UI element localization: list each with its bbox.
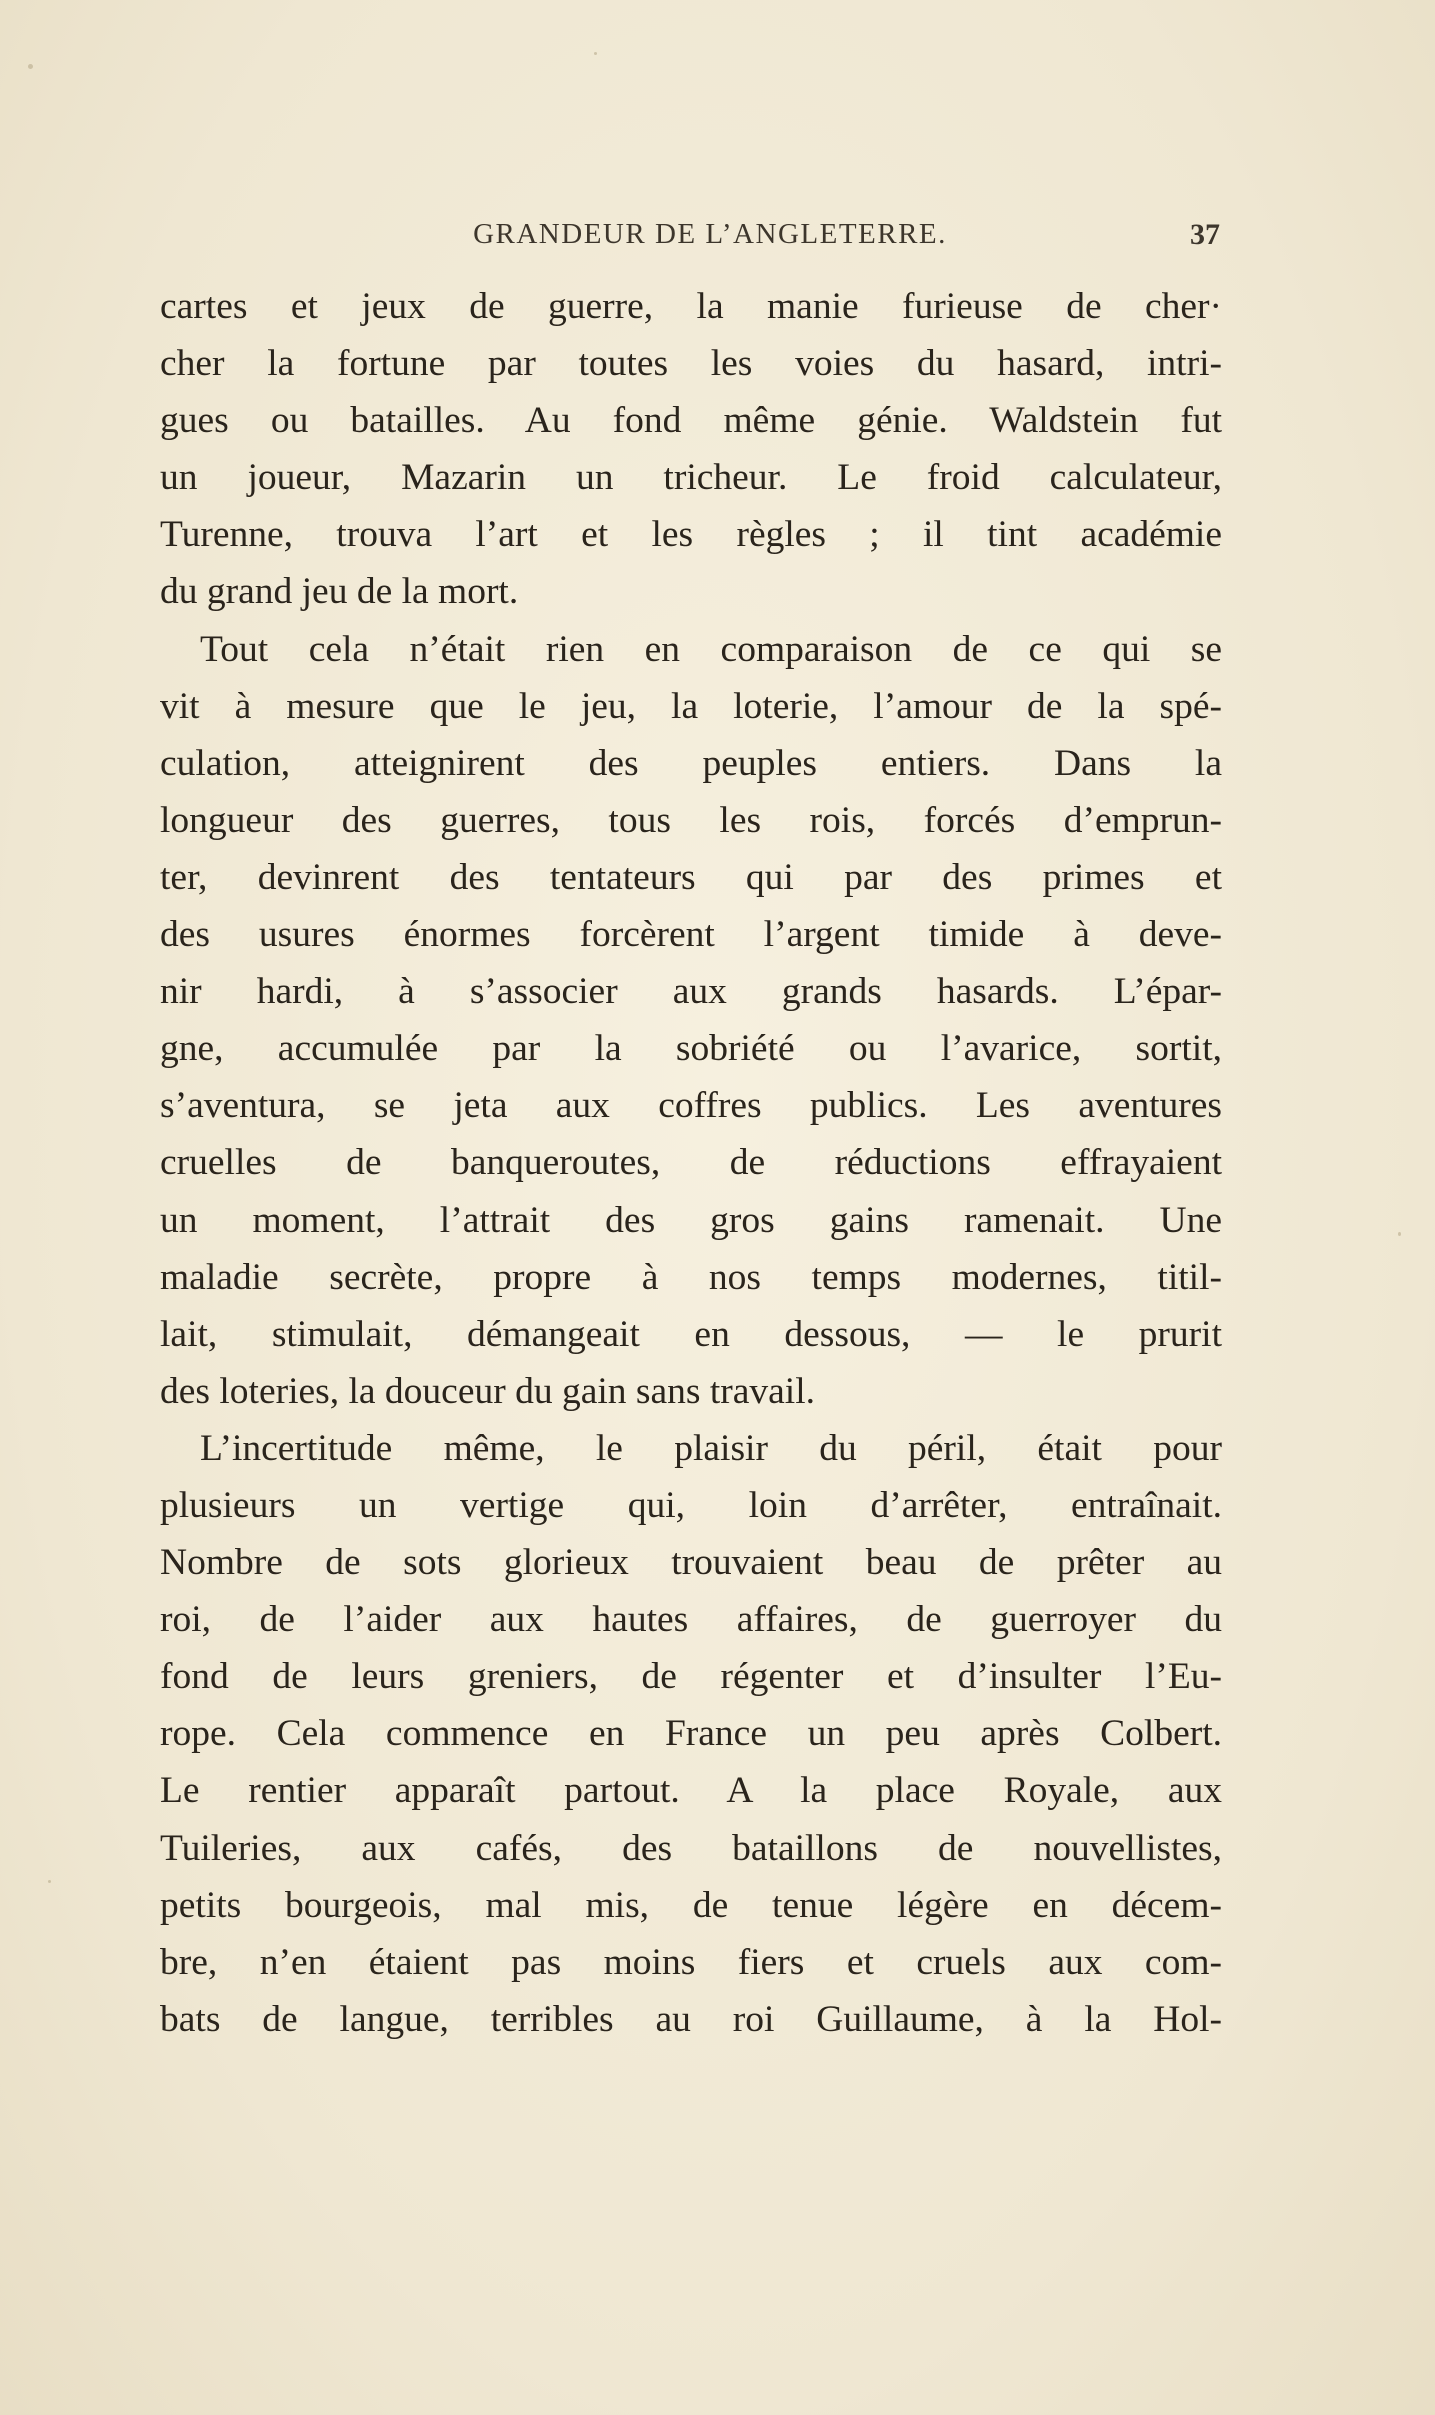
text-line: lait, stimulait, démangeait en dessous, — le prurit (160, 1313, 1222, 1355)
text-line: maladie secrète, propre à nos temps modernes, titil- (160, 1256, 1222, 1298)
paper-speck (594, 52, 597, 55)
body-text (160, 278, 1222, 2048)
text-line: du grand jeu de la mort. (160, 571, 519, 613)
text-line: longueur des guerres, tous les rois, forcés d’emprun- (160, 799, 1222, 841)
text-line: Turenne, trouva l’art et les règles ; il tint académie (160, 514, 1222, 556)
paper-speck (28, 64, 33, 69)
text-line: roi, de l’aider aux hautes affaires, de guerroyer du (160, 1599, 1222, 1641)
text-line: cruelles de banqueroutes, de réductions effrayaient (160, 1142, 1222, 1184)
page-number: 37 (1190, 218, 1220, 251)
paper-speck (48, 1880, 51, 1883)
paragraph-3 (160, 1420, 1222, 2048)
text-line: cher la fortune par toutes les voies du hasard, intri- (160, 343, 1222, 385)
text-line: gne, accumulée par la sobriété ou l’avarice, sortit, (160, 1028, 1222, 1070)
text-line: Nombre de sots glorieux trouvaient beau de prêter au (160, 1542, 1222, 1584)
text-line: plusieurs un vertige qui, loin d’arrêter, entraînait. (160, 1484, 1222, 1526)
text-line: un moment, l’attrait des gros gains ramenait. Une (160, 1199, 1222, 1241)
running-title: GRANDEUR DE L’ANGLETERRE. (473, 218, 947, 250)
text-line: cartes et jeux de guerre, la manie furieuse de cher· (160, 286, 1222, 327)
paper-speck (1398, 1232, 1401, 1236)
text-line: nir hardi, à s’associer aux grands hasards. L’épar- (160, 971, 1222, 1013)
text-line: rope. Cela commence en France un peu après Colbert. (160, 1713, 1222, 1755)
text-line: bats de langue, terribles au roi Guillaume, à la Hol- (160, 1998, 1222, 2040)
running-head (160, 218, 1220, 268)
text-line: bre, n’en étaient pas moins fiers et cruels aux com- (160, 1941, 1222, 1983)
text-line: vit à mesure que le jeu, la loterie, l’amour de la spé- (160, 685, 1222, 727)
text-line: Tuileries, aux cafés, des bataillons de nouvellistes, (160, 1827, 1222, 1869)
text-line: culation, atteignirent des peuples entiers. Dans la (160, 742, 1222, 784)
text-line: Le rentier apparaît partout. A la place Royale, aux (160, 1770, 1222, 1812)
text-line: Tout cela n’était rien en comparaison de ce qui se (200, 628, 1222, 670)
text-line: ter, devinrent des tentateurs qui par des primes et (160, 856, 1222, 898)
text-line: des usures énormes forcèrent l’argent timide à deve- (160, 914, 1222, 956)
text-line: des loteries, la douceur du gain sans travail. (160, 1370, 816, 1412)
text-line: L’incertitude même, le plaisir du péril, était pour (200, 1427, 1222, 1469)
text-line: un joueur, Mazarin un tricheur. Le froid calculateur, (160, 457, 1222, 499)
text-line: s’aventura, se jeta aux coffres publics. Les aventures (160, 1085, 1222, 1127)
paragraph-1 (160, 278, 1222, 621)
text-line: fond de leurs greniers, de régenter et d’insulter l’Eu- (160, 1656, 1222, 1698)
text-line: petits bourgeois, mal mis, de tenue légère en décem- (160, 1884, 1222, 1926)
text-line: gues ou batailles. Au fond même génie. Waldstein fut (160, 400, 1222, 442)
paragraph-2 (160, 621, 1222, 1420)
